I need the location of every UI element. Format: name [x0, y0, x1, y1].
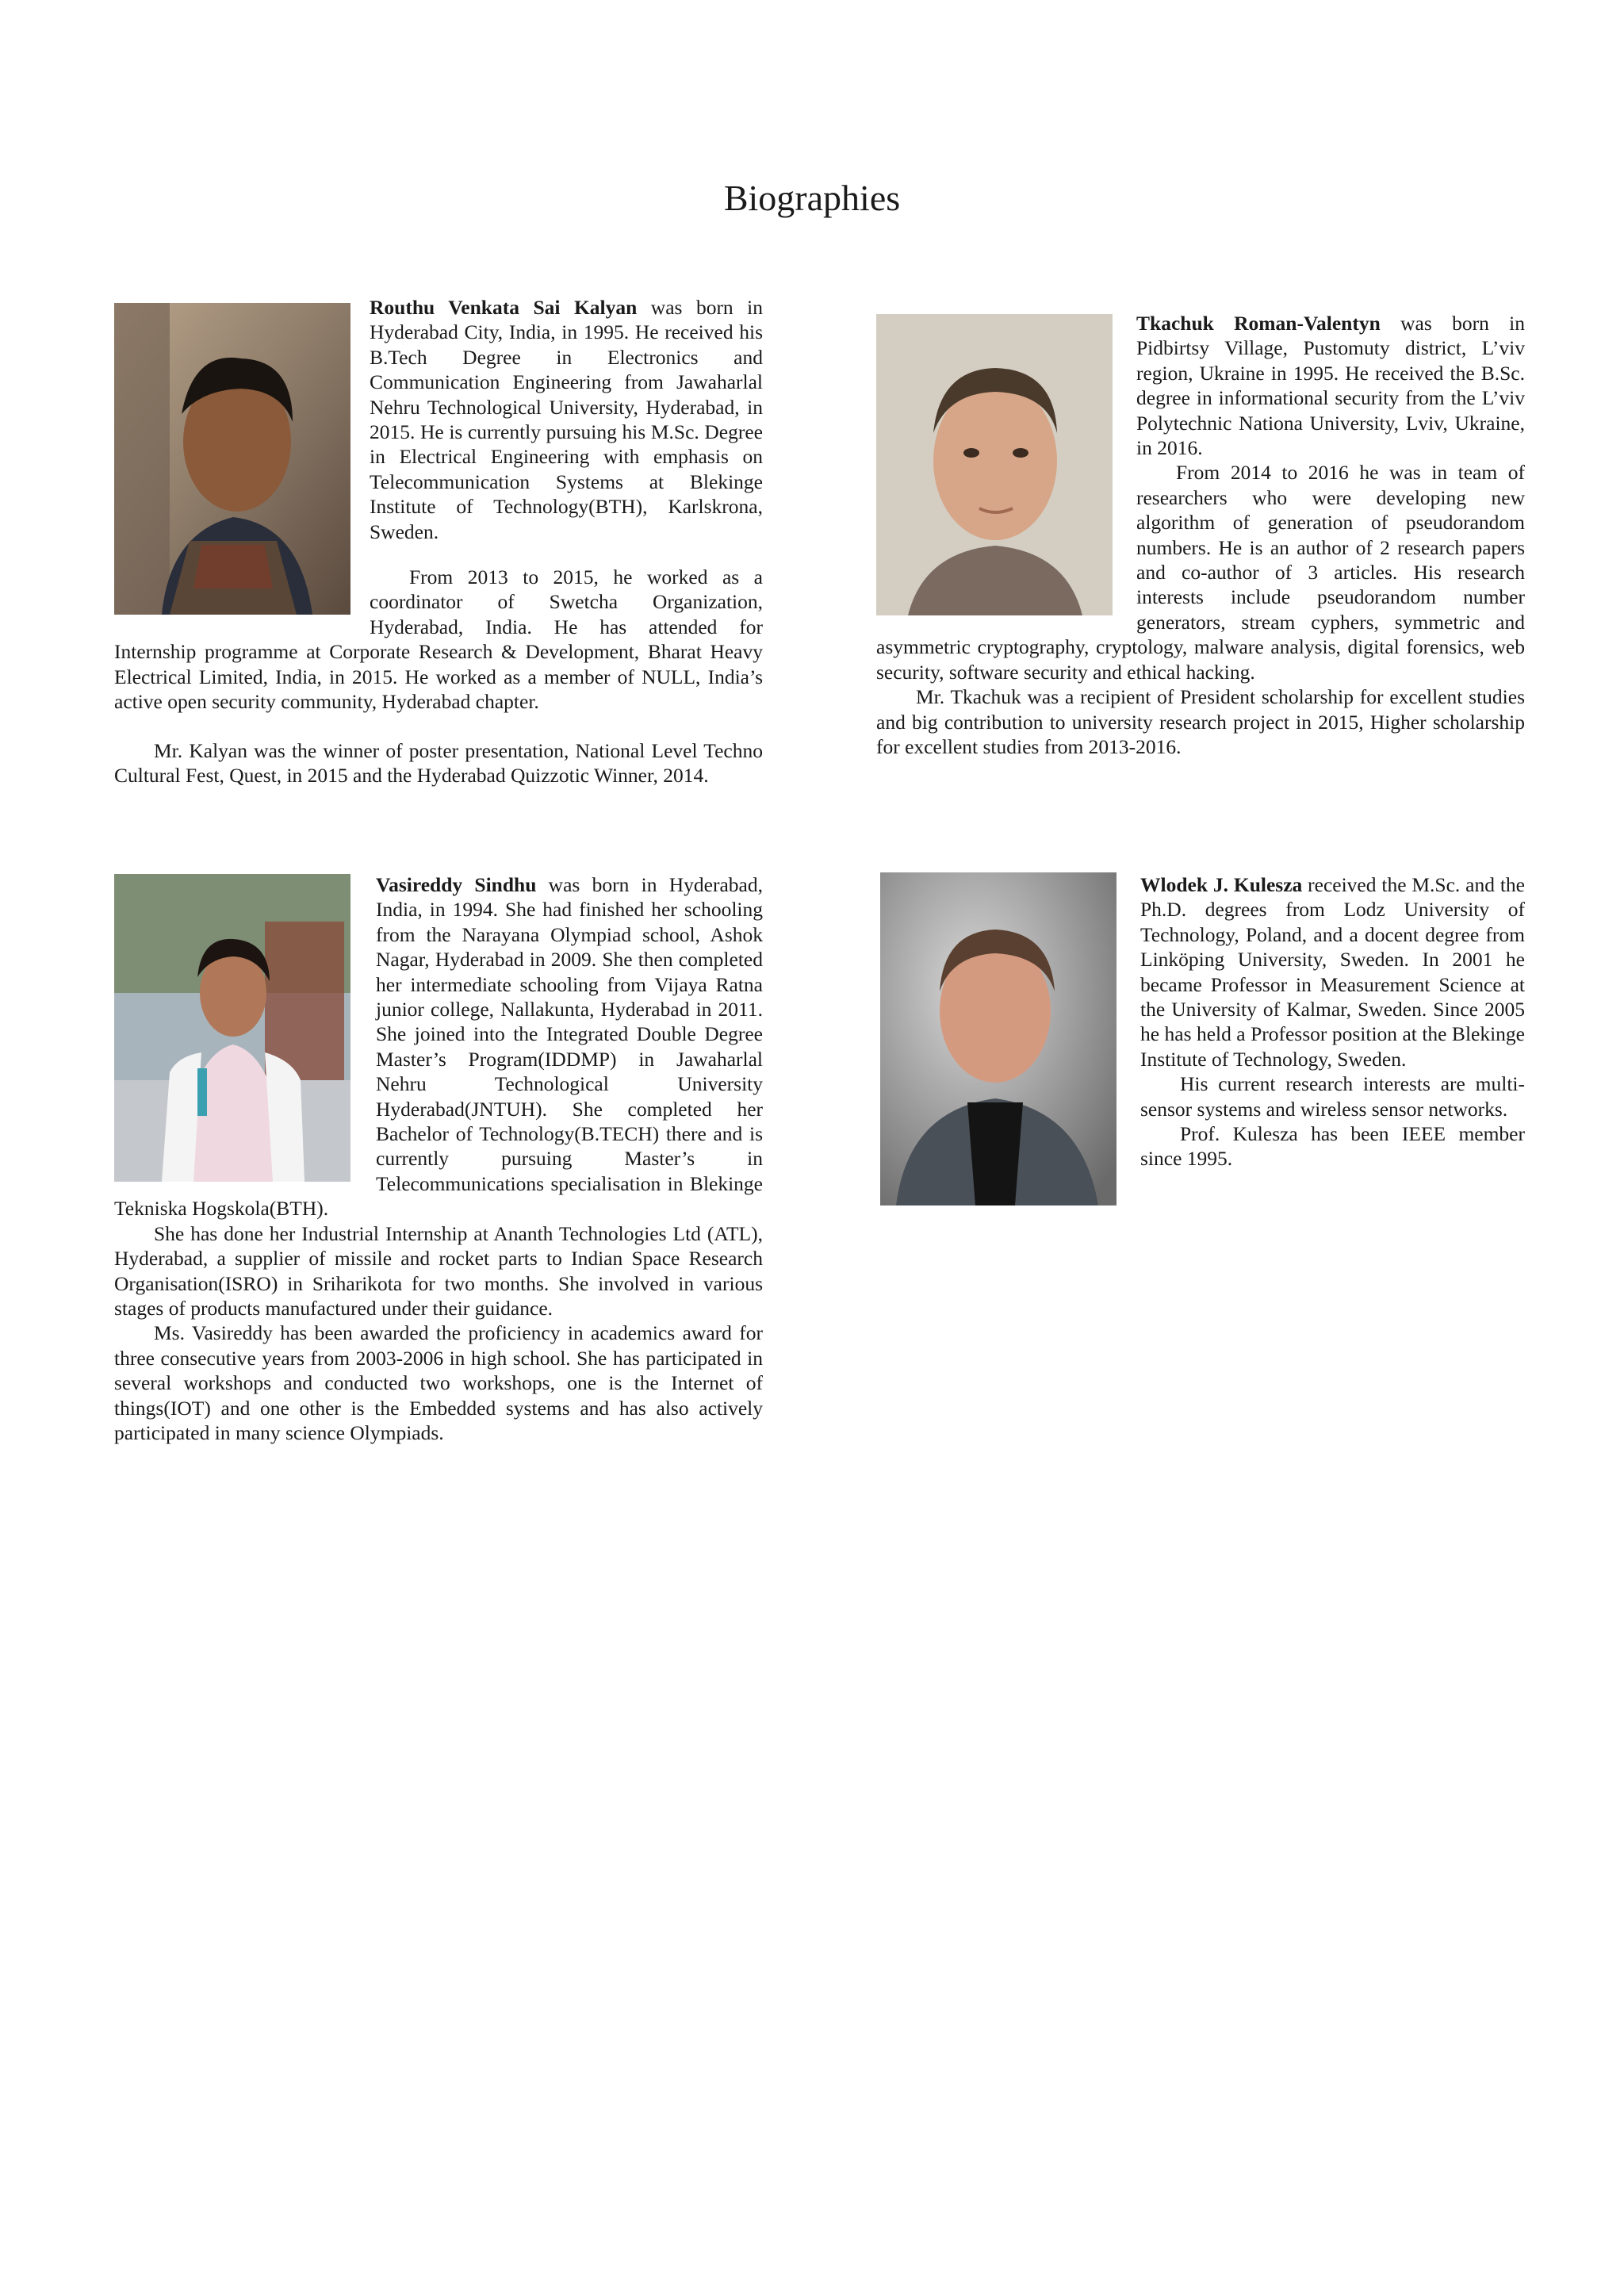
bio-paragraph: Mr. Tkachuk was a recipient of President scholarship for excellent studies and big contribution to university research project in 2015, Higher scholarship for excellent studies from 2013-2016.: [876, 685, 1525, 758]
bio-paragraph: was born in Hyderabad City, India, in 1995. He received his B.Tech Degree in Electronics and Communication Engineering from Jawaharlal Nehru Technological University, Hyderabad, in 2015. He is currently pursuing his M.Sc. Degree in Electrical Engineering with emphasis on Telecommunication Systems at Blekinge Institute of Technology(BTH), Karlskrona, Sweden.: [370, 296, 763, 543]
bio-paragraph: Mr. Kalyan was the winner of poster presentation, National Level Techno Cultural Fest, Quest, in 2015 and the Hyderabad Quizzotic Winner, 2014.: [114, 738, 763, 787]
portrait-photo: [880, 872, 1116, 1205]
author-name: Vasireddy Sindhu: [376, 873, 537, 896]
author-name: Routhu Venkata Sai Kalyan: [370, 296, 638, 319]
author-name: Tkachuk Roman-Valentyn: [1136, 312, 1381, 335]
bio-paragraph: From 2014 to 2016 he was in team of researchers who were developing new algorithm of generation of pseudorandom numbers. He is an author of 2 research papers and co-author of 3 articles. His research interests include pseudorandom number generators, stream cyphers, symmetric and asymmetric cryptography, cryptology, malware analysis, digital forensics, web security, software security and ethical hacking.: [876, 461, 1525, 684]
bio-paragraph: His current research interests are multi-sensor systems and wireless sensor networks.: [1140, 1072, 1525, 1121]
bio-paragraph: She has done her Industrial Internship at Ananth Technologies Ltd (ATL), Hyderabad, a supplier of missile and rocket parts to Indian Space Research Organisation(ISRO) in Sriharikota for two months. She involved in various stages of products manufactured under their guidance.: [114, 1221, 763, 1320]
author-name: Wlodek J. Kulesza: [1140, 873, 1303, 896]
biography-sindhu: [114, 872, 763, 1445]
portrait-photo: [114, 303, 350, 615]
bio-paragraph: received the M.Sc. and the Ph.D. degrees from Lodz University of Technology, Poland, and a docent degree from Linköping University, Sweden. In 2001 he became Professor in Measurement Science at the University of Kalmar, Sweden. Since 2005 he has held a Professor position at the Blekinge Institute of Technology, Sweden.: [1140, 873, 1525, 1071]
portrait-photo: [876, 314, 1113, 615]
bio-paragraph: From 2013 to 2015, he worked as a coordinator of Swetcha Organization, Hyderabad, India. He has attended for Internship programme at Corporate Research & Development, Bharat Heavy Electrical Limited, India, in 2015. He worked as a member of NULL, India’s active open security community, Hyderabad chapter.: [114, 565, 763, 714]
page-title: Biographies: [723, 178, 901, 218]
biography-tkachuk: [876, 311, 1525, 759]
biography-kalyan: [114, 295, 763, 788]
bio-paragraph: was born in Hyderabad, India, in 1994. She had finished her schooling from the Narayana Olympiad school, Ashok Nagar, Hyderabad in 2009. She then completed her intermediate schooling from Vijaya Ratna junior college, Nallakunta, Hyderabad in 2011. She joined into the Integrated Double Degree Master’s Program(IDDMP) in Jawaharlal Nehru Technological University Hyderabad(JNTUH). She completed her Bachelor of Technology(B.TECH) there and is currently pursuing Master’s in Telecommunications specialisation in Blekinge Tekniska Hogskola(BTH).: [114, 873, 763, 1221]
bio-paragraph: Prof. Kulesza has been IEEE member since 1995.: [1140, 1122, 1525, 1171]
portrait-photo: [114, 874, 350, 1182]
bio-paragraph: Ms. Vasireddy has been awarded the proficiency in academics award for three consecutive years from 2003-2006 in high school. She has participated in several workshops and conducted two workshops, one is the Internet of things(IOT) and one other is the Embedded systems and has also actively participated in many science Olympiads.: [114, 1321, 763, 1444]
biography-kulesza: [880, 872, 1525, 1209]
bio-paragraph: was born in Pidbirtsy Village, Pustomuty district, L’viv region, Ukraine in 1995. He received the B.Sc. degree in informational security from the L’viv Polytechnic Nationa University, Lviv, Ukraine, in 2016.: [1136, 312, 1526, 460]
